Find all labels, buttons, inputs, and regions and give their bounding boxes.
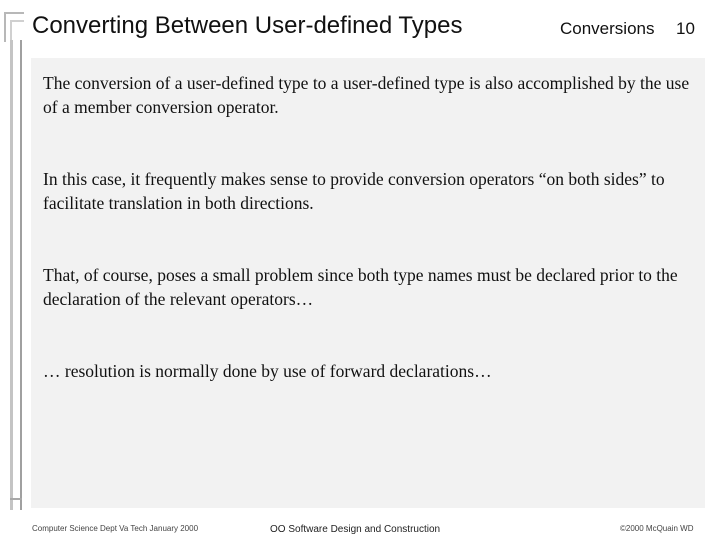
paragraph-1: The conversion of a user-defined type to a user-defined type is also accomplished by the use of a member conversion operator. <box>43 73 690 117</box>
left-rule-inner <box>20 40 22 510</box>
paragraph-4: … resolution is normally done by use of forward declarations… <box>43 361 492 381</box>
left-rule-outer <box>10 40 13 510</box>
corner-decoration-inner <box>10 20 24 42</box>
left-rule-tick <box>10 498 22 500</box>
footer-center: OO Software Design and Construction <box>270 524 441 535</box>
footer-left: Computer Science Dept Va Tech January 2000 <box>32 524 199 533</box>
page-number: 10 <box>676 19 695 38</box>
slide-title: Converting Between User-defined Types <box>32 12 463 39</box>
paragraph-2: In this case, it frequently makes sense to provide conversion operators “on both sides” to facilitate translation in both directions. <box>43 169 665 213</box>
paragraph-3: That, of course, poses a small problem since both type names must be declared prior to the declaration of the relevant operators… <box>43 265 678 309</box>
footer-right: ©2000 McQuain WD <box>620 524 694 533</box>
section-label: Conversions <box>560 19 655 38</box>
